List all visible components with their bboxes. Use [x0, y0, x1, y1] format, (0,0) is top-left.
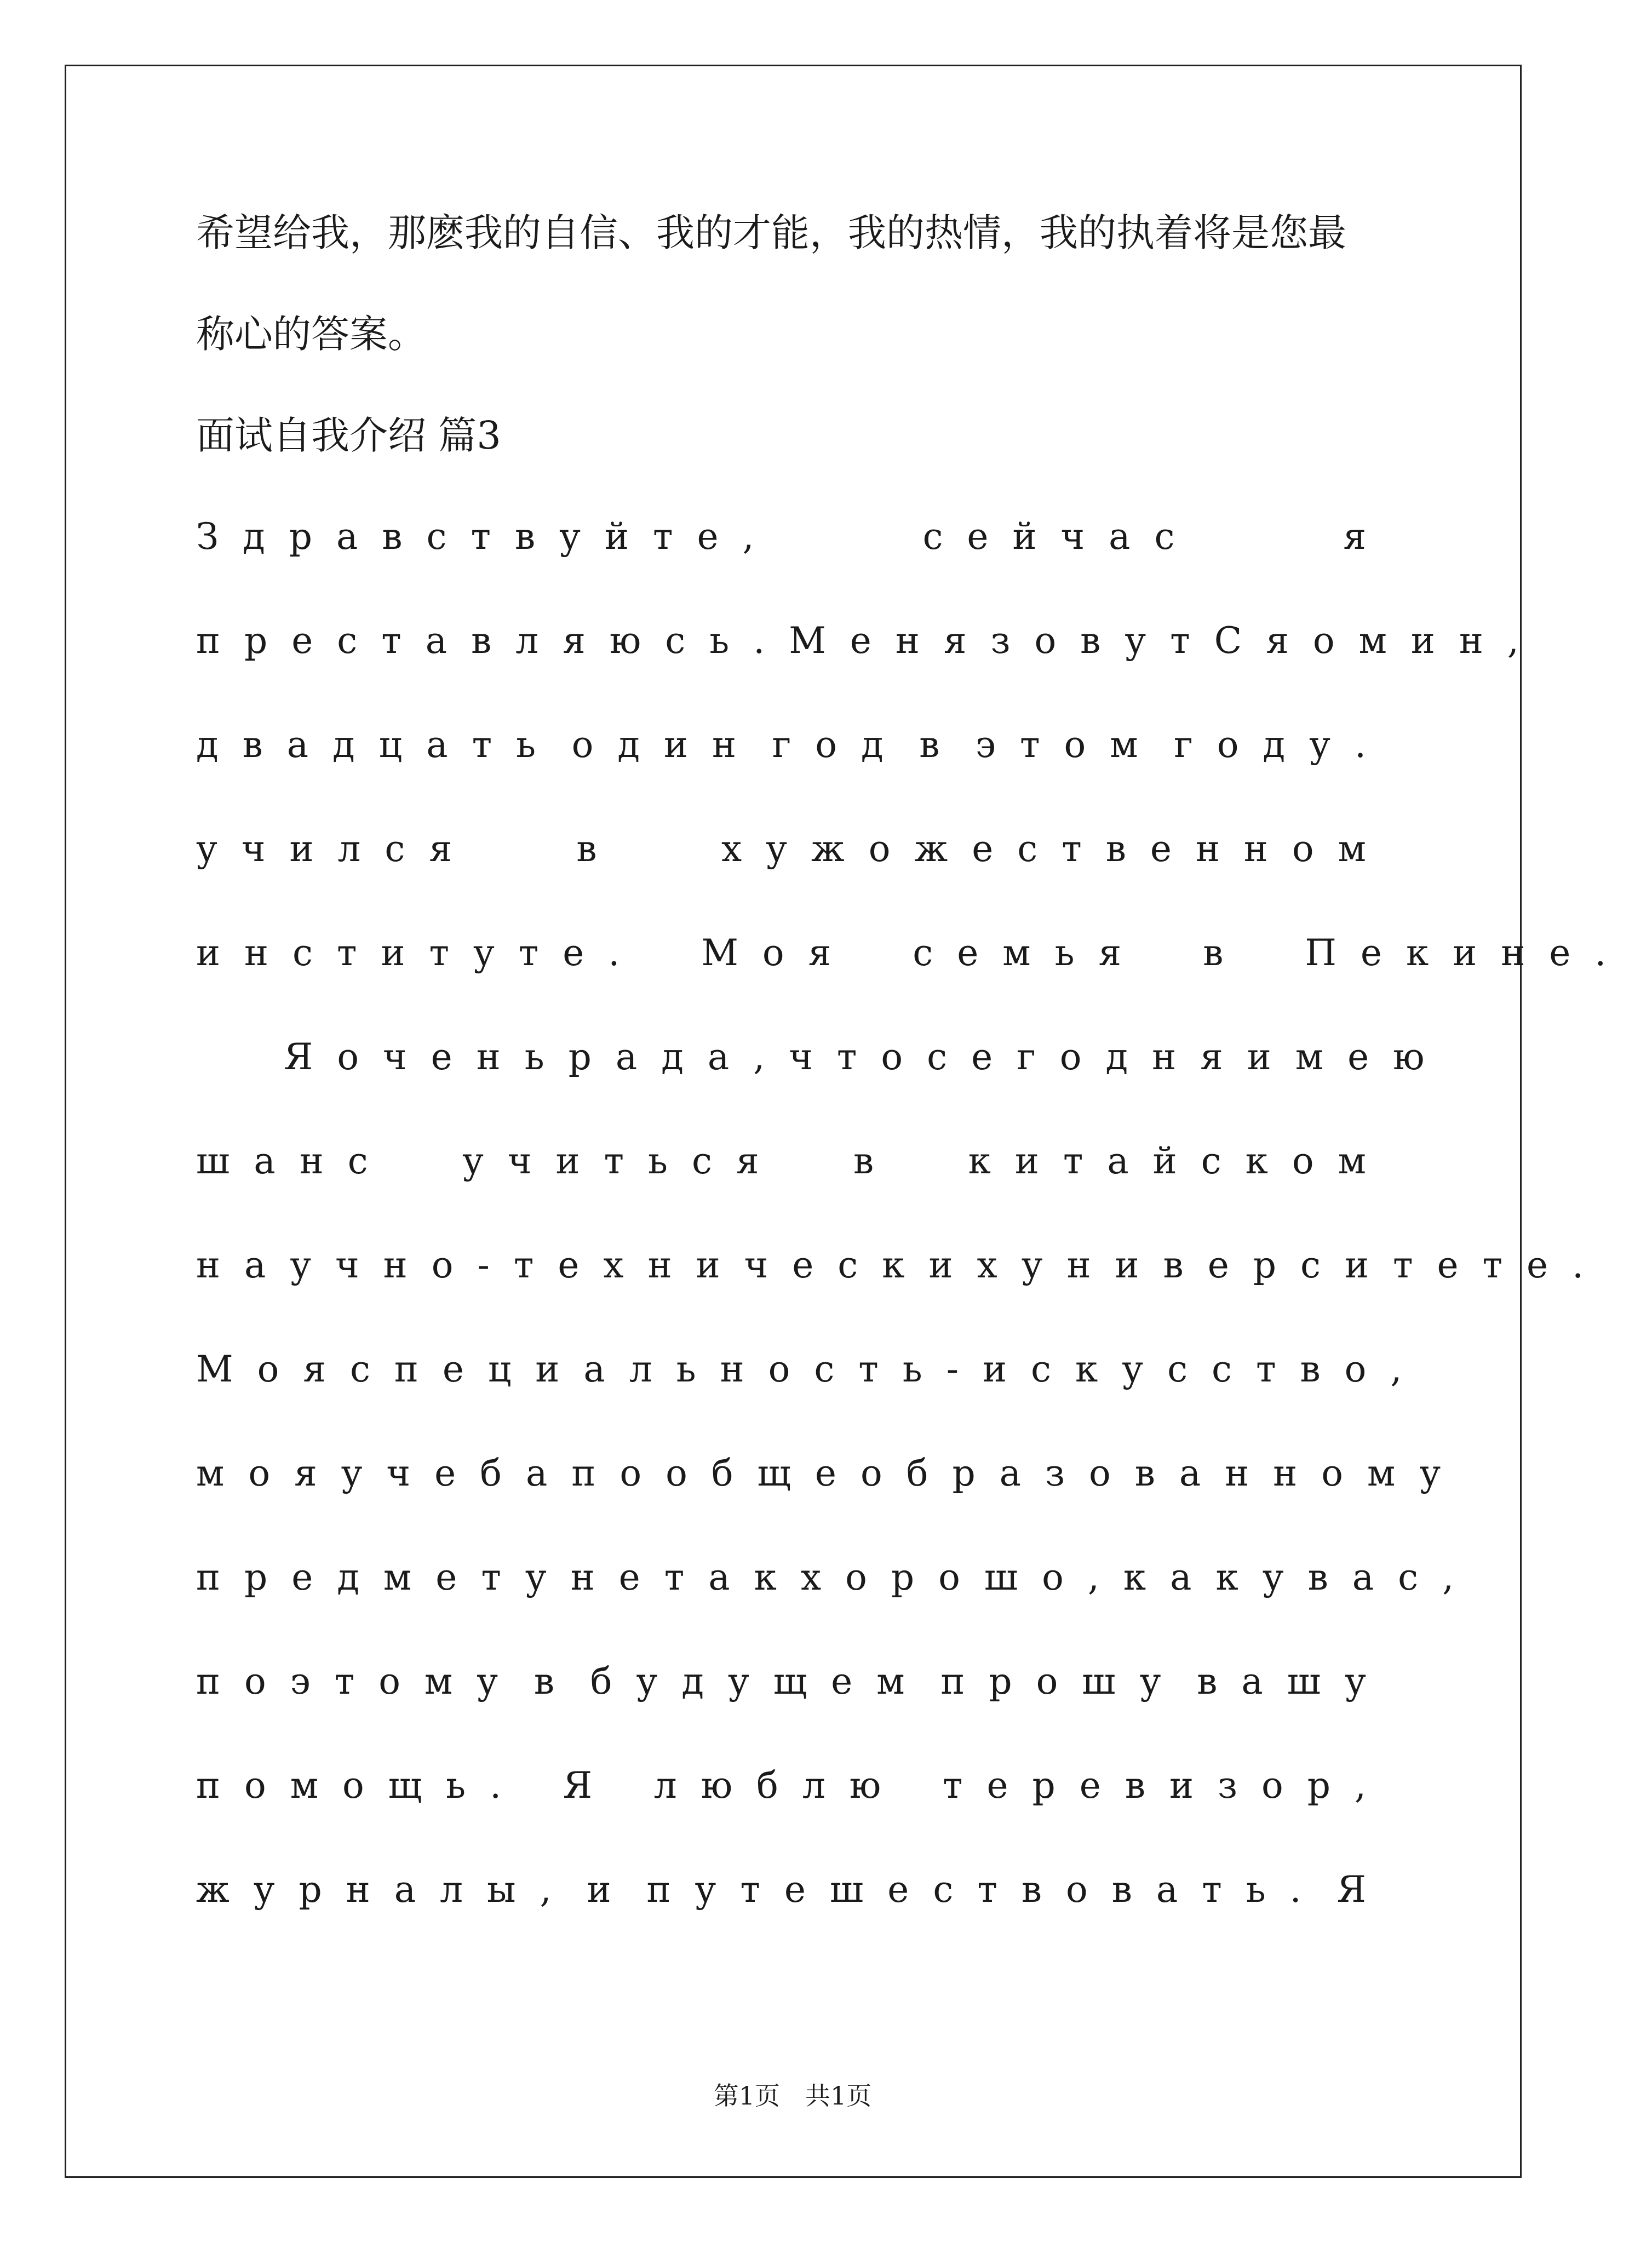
word: учеба — [341, 1452, 572, 1494]
word: китайском — [968, 1140, 1390, 1182]
word: сейчас — [922, 515, 1199, 558]
word: очень — [337, 1036, 569, 1078]
word: двадцать — [196, 724, 560, 766]
word: рада, — [568, 1036, 789, 1078]
word: один — [571, 724, 761, 766]
word: моя — [196, 1452, 341, 1494]
word: институте. — [196, 932, 644, 974]
word: шанс — [196, 1140, 392, 1182]
word: общеобразованному — [666, 1452, 1465, 1494]
word: что — [789, 1036, 927, 1078]
word: Меня — [789, 620, 991, 662]
word: прошу — [940, 1660, 1185, 1702]
page-border — [65, 65, 1522, 2178]
russian-line-8 — [196, 1241, 1608, 1290]
word: учился — [196, 828, 476, 870]
word: вашу — [1197, 1660, 1390, 1702]
word: сегодня — [927, 1036, 1247, 1078]
word: Я — [1336, 1868, 1390, 1911]
section-heading: 面试自我介绍 篇3 — [196, 413, 501, 458]
russian-line-12 — [196, 1657, 1390, 1706]
word: у — [1262, 1556, 1308, 1598]
word: научно-технических — [196, 1244, 1022, 1286]
russian-line-14 — [196, 1865, 1390, 1914]
word: хорошо, — [800, 1556, 1123, 1598]
word: и — [587, 1868, 635, 1911]
word: Пекине. — [1305, 932, 1631, 974]
word: теревизор, — [942, 1764, 1390, 1807]
word: предмету — [196, 1556, 571, 1598]
word: Моя — [196, 1348, 350, 1390]
word: год — [772, 724, 908, 766]
word: будущем — [590, 1660, 929, 1702]
word: по — [571, 1452, 666, 1494]
russian-line-9 — [196, 1345, 1426, 1394]
russian-line-2 — [196, 616, 1543, 666]
word: учиться — [462, 1140, 783, 1182]
russian-line-10 — [196, 1449, 1465, 1498]
word: Сяомин, — [1214, 620, 1543, 662]
word: Я — [284, 1036, 337, 1078]
word: преставляюсь. — [196, 620, 789, 662]
word: в — [919, 724, 964, 766]
word: поэтому — [196, 1660, 523, 1702]
word: в — [853, 1140, 898, 1182]
word: не — [570, 1556, 664, 1598]
word: я — [1343, 515, 1390, 558]
russian-line-3 — [196, 720, 1390, 770]
word: вас, — [1307, 1556, 1478, 1598]
word: Я — [563, 1764, 617, 1807]
word: имею — [1247, 1036, 1449, 1078]
word: году. — [1174, 724, 1390, 766]
word: семья — [913, 932, 1146, 974]
word: хужожественном — [721, 828, 1390, 870]
page-footer: 第1页 共1页 — [713, 2081, 872, 2111]
word: зовут — [990, 620, 1214, 662]
word: Здравствуйте, — [196, 515, 778, 558]
word: этом — [976, 724, 1162, 766]
word: журналы, — [196, 1868, 576, 1911]
paragraph-line: 称心的答案。 — [196, 312, 426, 357]
russian-line-5 — [196, 928, 1652, 978]
word: в — [576, 828, 621, 870]
russian-line-4 — [196, 824, 1390, 874]
word: специальность- — [349, 1348, 983, 1390]
word: университете. — [1021, 1244, 1608, 1286]
russian-line-1 — [196, 512, 1390, 561]
russian-line-7 — [196, 1137, 1390, 1186]
russian-line-11 — [196, 1553, 1478, 1602]
word: путешествовать. — [646, 1868, 1326, 1911]
word: в — [1203, 932, 1248, 974]
word: Моя — [701, 932, 856, 974]
russian-line-6 — [196, 1033, 1449, 1082]
paragraph-line: 希望给我，那麽我的自信、我的才能，我的热情，我的执着将是您最 — [196, 210, 1346, 255]
word: так — [664, 1556, 801, 1598]
word: помощь. — [196, 1764, 526, 1807]
word: в — [534, 1660, 579, 1702]
russian-line-13 — [196, 1761, 1390, 1810]
word: люблю — [653, 1764, 905, 1807]
word: как — [1123, 1556, 1263, 1598]
word: искусство, — [983, 1348, 1426, 1390]
